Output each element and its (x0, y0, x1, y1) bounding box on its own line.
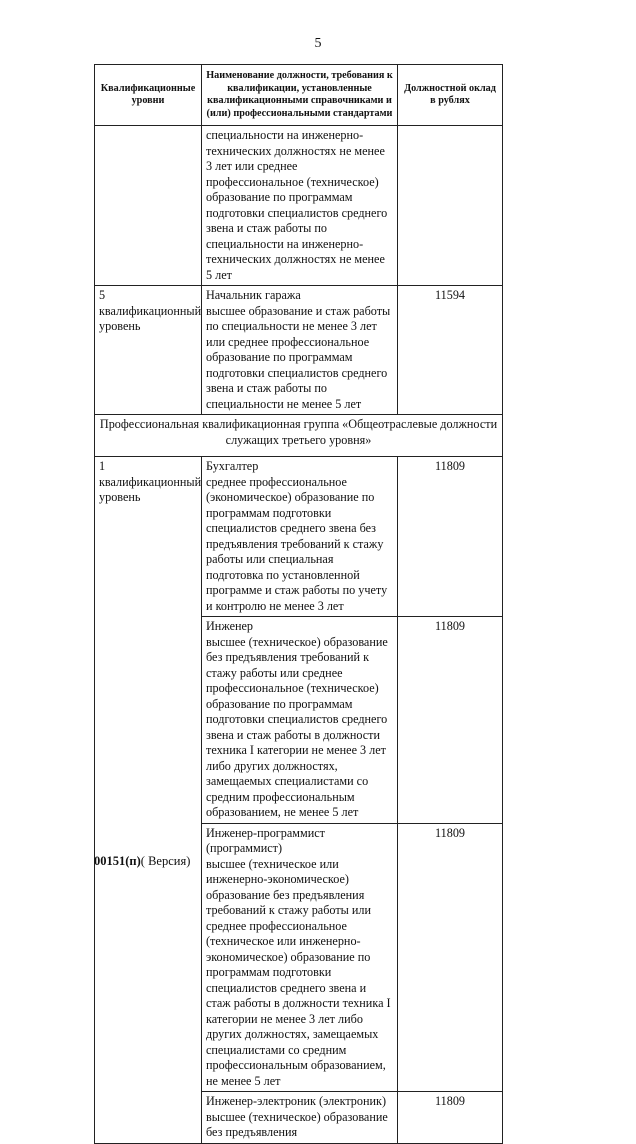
header-position: Наименование должности, требования к квалификации, установленные квалификационными справочниками и (или) профессиональными стандартами (202, 65, 398, 126)
position-requirements: среднее профессиональное (экономическое) образование по программам подготовки специалистов среднего звена без предъявления требований к стажу работы или специальная подготовка по установленной программе и стаж работы по учету и контролю не менее 3 лет (206, 474, 388, 613)
position-title: Бухгалтер (206, 459, 259, 474)
position-title: Инженер (206, 619, 254, 634)
position-cell (202, 286, 398, 415)
salary-cell-empty (398, 126, 503, 286)
group-heading-row (95, 415, 503, 457)
position-title: Инженер-программист (программист) (206, 825, 325, 856)
salary-cell: 11809 (398, 617, 503, 824)
qualification-table (94, 64, 503, 1144)
position-requirements: высшее (техническое или инженерно-экономическое) образование без предъявления требований к стажу работы или среднее профессиональное (техническое или инженерно-экономическое) образование по программам подготовки специалистов среднего звена и стаж работы в должности техника I категории не менее 3 лет либо других должностях, замещаемых специалистами со средним профессиональным образованием, не менее 5 лет (206, 856, 391, 1088)
position-cell (202, 1092, 398, 1144)
level-cell: 1 квалификационный уровень (95, 457, 202, 1144)
position-requirements: высшее (техническое) образование без предъявления требований к стажу работы или среднее профессиональное (техническое) образование по программам подготовки специалистов среднего звена и стаж работы в должности техника I категории не менее 3 лет либо других должностях, замещаемых специалистами со средним профессиональным образованием, не менее 5 лет (206, 634, 388, 820)
document-code: 00151(п) (94, 854, 141, 868)
continued-requirements: специальности на инженерно-технических должностях не менее 3 лет или среднее профессиональное (техническое) образование по программам подготовки специалистов среднего звена и стаж работы по специальности на инженерно-технических должностях не менее 5 лет (202, 126, 398, 286)
table-header-row (95, 65, 503, 126)
group-heading: Профессиональная квалификационная группа «Общеотраслевые должности служащих третьего уровня» (95, 415, 503, 457)
header-salary: Должностной оклад в рублях (398, 65, 503, 126)
salary-cell: 11809 (398, 1092, 503, 1144)
salary-cell: 11809 (398, 823, 503, 1092)
header-levels: Квалификационные уровни (95, 65, 202, 126)
position-requirements: высшее (техническое) образование без предъявления (206, 1109, 388, 1140)
salary-cell: 11809 (398, 457, 503, 617)
position-title: Начальник гаража (206, 288, 301, 303)
document-version: ( Версия) (140, 854, 191, 868)
position-cell (202, 617, 398, 824)
salary-cell: 11594 (398, 286, 503, 415)
position-cell (202, 457, 398, 617)
position-title: Инженер-электроник (электроник) (206, 1094, 387, 1109)
table-row (95, 126, 503, 286)
position-requirements: высшее образование и стаж работы по специальности не менее 3 лет или среднее профессиональное образование по программам подготовки специалистов среднего звена и стаж работы по специальности не менее 5 лет (206, 303, 391, 411)
table-row (95, 457, 503, 617)
document-footer (94, 854, 190, 869)
level-cell: 5 квалификационный уровень (95, 286, 202, 415)
position-cell (202, 823, 398, 1092)
table-row (95, 286, 503, 415)
page-number: 5 (314, 36, 322, 51)
level-cell-empty (95, 126, 202, 286)
